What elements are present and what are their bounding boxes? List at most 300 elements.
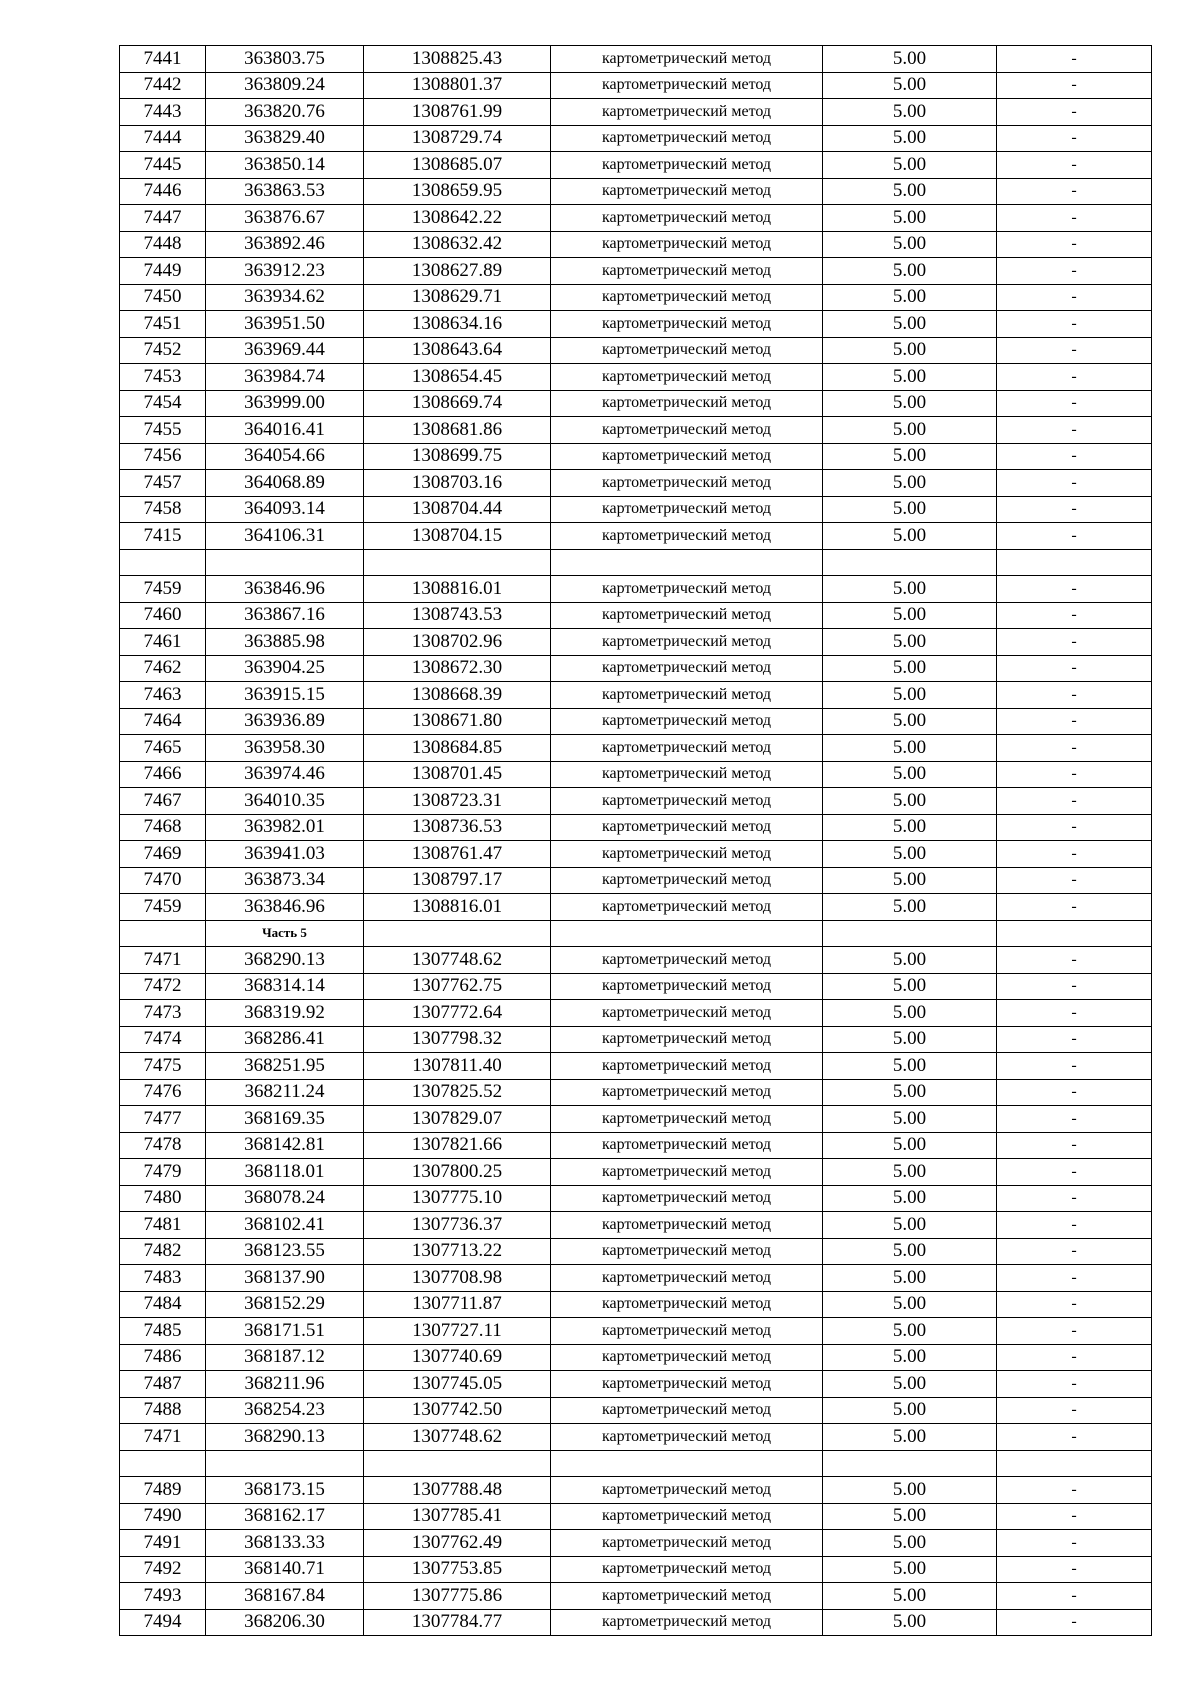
table-row: [120, 390, 1152, 417]
accuracy-cell: 5.00: [823, 1212, 997, 1239]
table-row: [120, 602, 1152, 629]
x-coordinate-cell: 364010.35: [206, 788, 364, 815]
accuracy-cell: 5.00: [823, 735, 997, 762]
accuracy-cell: 5.00: [823, 1238, 997, 1265]
note-cell: -: [997, 46, 1152, 73]
method-cell: картометрический метод: [551, 867, 823, 894]
separator-cell: [206, 549, 364, 576]
method-cell: картометрический метод: [551, 1397, 823, 1424]
method-cell: картометрический метод: [551, 682, 823, 709]
y-coordinate-cell: 1307821.66: [364, 1132, 551, 1159]
y-coordinate-cell: 1308685.07: [364, 152, 551, 179]
table-row: [120, 1291, 1152, 1318]
point-number-cell: 7486: [120, 1344, 206, 1371]
point-number-cell: 7460: [120, 602, 206, 629]
table-row: [120, 1185, 1152, 1212]
method-cell: картометрический метод: [551, 761, 823, 788]
note-cell: -: [997, 1053, 1152, 1080]
table-row: [120, 576, 1152, 603]
x-coordinate-cell: 363974.46: [206, 761, 364, 788]
accuracy-cell: 5.00: [823, 947, 997, 974]
point-number-cell: 7458: [120, 496, 206, 523]
table-row: [120, 284, 1152, 311]
coordinates-table-body: [120, 46, 1152, 1636]
method-cell: картометрический метод: [551, 1238, 823, 1265]
y-coordinate-cell: 1307775.86: [364, 1583, 551, 1610]
y-coordinate-cell: 1307772.64: [364, 1000, 551, 1027]
method-cell: картометрический метод: [551, 72, 823, 99]
table-row: [120, 708, 1152, 735]
table-row: [120, 1503, 1152, 1530]
y-coordinate-cell: 1308703.16: [364, 470, 551, 497]
y-coordinate-cell: 1307711.87: [364, 1291, 551, 1318]
point-number-cell: 7476: [120, 1079, 206, 1106]
coordinates-sheet: [119, 45, 1151, 1636]
x-coordinate-cell: 368169.35: [206, 1106, 364, 1133]
x-coordinate-cell: 368290.13: [206, 947, 364, 974]
point-number-cell: 7492: [120, 1556, 206, 1583]
y-coordinate-cell: 1308743.53: [364, 602, 551, 629]
accuracy-cell: 5.00: [823, 629, 997, 656]
table-row: [120, 1238, 1152, 1265]
method-cell: картометрический метод: [551, 1609, 823, 1636]
accuracy-cell: 5.00: [823, 1477, 997, 1504]
x-coordinate-cell: 368162.17: [206, 1503, 364, 1530]
x-coordinate-cell: 363809.24: [206, 72, 364, 99]
table-row: [120, 841, 1152, 868]
method-cell: картометрический метод: [551, 814, 823, 841]
method-cell: картометрический метод: [551, 125, 823, 152]
method-cell: картометрический метод: [551, 735, 823, 762]
x-coordinate-cell: 363958.30: [206, 735, 364, 762]
method-cell: картометрический метод: [551, 1132, 823, 1159]
y-coordinate-cell: 1308699.75: [364, 443, 551, 470]
y-coordinate-cell: 1307727.11: [364, 1318, 551, 1345]
point-number-cell: 7459: [120, 576, 206, 603]
accuracy-cell: 5.00: [823, 258, 997, 285]
point-number-cell: 7493: [120, 1583, 206, 1610]
x-coordinate-cell: 363915.15: [206, 682, 364, 709]
separator-cell: [823, 920, 997, 947]
table-row: [120, 1424, 1152, 1451]
point-number-cell: 7483: [120, 1265, 206, 1292]
table-row: [120, 258, 1152, 285]
table-row: [120, 417, 1152, 444]
table-row: [120, 364, 1152, 391]
x-coordinate-cell: 368314.14: [206, 973, 364, 1000]
table-row: [120, 72, 1152, 99]
point-number-cell: 7452: [120, 337, 206, 364]
method-cell: картометрический метод: [551, 205, 823, 232]
x-coordinate-cell: 363846.96: [206, 894, 364, 921]
y-coordinate-cell: 1308659.95: [364, 178, 551, 205]
note-cell: -: [997, 1424, 1152, 1451]
accuracy-cell: 5.00: [823, 814, 997, 841]
method-cell: картометрический метод: [551, 1318, 823, 1345]
point-number-cell: 7457: [120, 470, 206, 497]
accuracy-cell: 5.00: [823, 1053, 997, 1080]
method-cell: картометрический метод: [551, 1344, 823, 1371]
point-number-cell: 7472: [120, 973, 206, 1000]
x-coordinate-cell: 368319.92: [206, 1000, 364, 1027]
accuracy-cell: 5.00: [823, 496, 997, 523]
table-row: [120, 231, 1152, 258]
point-number-cell: 7478: [120, 1132, 206, 1159]
y-coordinate-cell: 1308632.42: [364, 231, 551, 258]
note-cell: -: [997, 1477, 1152, 1504]
x-coordinate-cell: 363951.50: [206, 311, 364, 338]
y-coordinate-cell: 1307788.48: [364, 1477, 551, 1504]
x-coordinate-cell: 364054.66: [206, 443, 364, 470]
separator-cell: [364, 920, 551, 947]
table-row: [120, 1132, 1152, 1159]
table-row: [120, 814, 1152, 841]
method-cell: картометрический метод: [551, 1212, 823, 1239]
note-cell: -: [997, 867, 1152, 894]
y-coordinate-cell: 1308797.17: [364, 867, 551, 894]
x-coordinate-cell: 364106.31: [206, 523, 364, 550]
point-number-cell: 7481: [120, 1212, 206, 1239]
table-row: [120, 1000, 1152, 1027]
point-number-cell: 7454: [120, 390, 206, 417]
accuracy-cell: 5.00: [823, 655, 997, 682]
x-coordinate-cell: 368140.71: [206, 1556, 364, 1583]
method-cell: картометрический метод: [551, 947, 823, 974]
note-cell: -: [997, 178, 1152, 205]
method-cell: картометрический метод: [551, 1291, 823, 1318]
accuracy-cell: 5.00: [823, 761, 997, 788]
y-coordinate-cell: 1307740.69: [364, 1344, 551, 1371]
method-cell: картометрический метод: [551, 99, 823, 126]
table-row: [120, 205, 1152, 232]
y-coordinate-cell: 1308729.74: [364, 125, 551, 152]
y-coordinate-cell: 1308671.80: [364, 708, 551, 735]
accuracy-cell: 5.00: [823, 1000, 997, 1027]
point-number-cell: 7453: [120, 364, 206, 391]
accuracy-cell: 5.00: [823, 576, 997, 603]
method-cell: картометрический метод: [551, 311, 823, 338]
point-number-cell: 7449: [120, 258, 206, 285]
method-cell: картометрический метод: [551, 523, 823, 550]
note-cell: -: [997, 1185, 1152, 1212]
y-coordinate-cell: 1307800.25: [364, 1159, 551, 1186]
note-cell: -: [997, 973, 1152, 1000]
note-cell: -: [997, 152, 1152, 179]
x-coordinate-cell: 363803.75: [206, 46, 364, 73]
x-coordinate-cell: 363873.34: [206, 867, 364, 894]
note-cell: -: [997, 1371, 1152, 1398]
point-number-cell: 7464: [120, 708, 206, 735]
note-cell: -: [997, 1503, 1152, 1530]
y-coordinate-cell: 1308801.37: [364, 72, 551, 99]
x-coordinate-cell: 368173.15: [206, 1477, 364, 1504]
method-cell: картометрический метод: [551, 152, 823, 179]
note-cell: -: [997, 205, 1152, 232]
point-number-cell: 7459: [120, 894, 206, 921]
x-coordinate-cell: 368133.33: [206, 1530, 364, 1557]
point-number-cell: 7494: [120, 1609, 206, 1636]
table-row: [120, 1318, 1152, 1345]
x-coordinate-cell: 368102.41: [206, 1212, 364, 1239]
note-cell: -: [997, 337, 1152, 364]
x-coordinate-cell: 363936.89: [206, 708, 364, 735]
y-coordinate-cell: 1307762.49: [364, 1530, 551, 1557]
y-coordinate-cell: 1308627.89: [364, 258, 551, 285]
note-cell: -: [997, 523, 1152, 550]
accuracy-cell: 5.00: [823, 788, 997, 815]
note-cell: -: [997, 894, 1152, 921]
point-number-cell: 7450: [120, 284, 206, 311]
y-coordinate-cell: 1308642.22: [364, 205, 551, 232]
method-cell: картометрический метод: [551, 470, 823, 497]
note-cell: -: [997, 602, 1152, 629]
note-cell: -: [997, 1530, 1152, 1557]
accuracy-cell: 5.00: [823, 1397, 997, 1424]
y-coordinate-cell: 1307811.40: [364, 1053, 551, 1080]
method-cell: картометрический метод: [551, 894, 823, 921]
note-cell: -: [997, 443, 1152, 470]
x-coordinate-cell: 363912.23: [206, 258, 364, 285]
accuracy-cell: 5.00: [823, 1344, 997, 1371]
table-row: [120, 894, 1152, 921]
note-cell: -: [997, 1026, 1152, 1053]
point-number-cell: 7479: [120, 1159, 206, 1186]
y-coordinate-cell: 1308654.45: [364, 364, 551, 391]
method-cell: картометрический метод: [551, 496, 823, 523]
x-coordinate-cell: 363984.74: [206, 364, 364, 391]
method-cell: картометрический метод: [551, 576, 823, 603]
note-cell: -: [997, 947, 1152, 974]
accuracy-cell: 5.00: [823, 311, 997, 338]
table-row: [120, 311, 1152, 338]
separator-cell: [120, 1450, 206, 1477]
accuracy-cell: 5.00: [823, 1291, 997, 1318]
separator-cell: [120, 549, 206, 576]
x-coordinate-cell: 368211.96: [206, 1371, 364, 1398]
point-number-cell: 7471: [120, 1424, 206, 1451]
point-number-cell: 7442: [120, 72, 206, 99]
method-cell: картометрический метод: [551, 708, 823, 735]
table-row: [120, 1265, 1152, 1292]
table-row: [120, 496, 1152, 523]
x-coordinate-cell: 363867.16: [206, 602, 364, 629]
note-cell: -: [997, 470, 1152, 497]
table-row: [120, 178, 1152, 205]
point-number-cell: 7487: [120, 1371, 206, 1398]
note-cell: -: [997, 1132, 1152, 1159]
method-cell: картометрический метод: [551, 841, 823, 868]
y-coordinate-cell: 1308704.44: [364, 496, 551, 523]
table-row: [120, 1477, 1152, 1504]
point-number-cell: 7485: [120, 1318, 206, 1345]
table-row: [120, 947, 1152, 974]
point-number-cell: 7456: [120, 443, 206, 470]
y-coordinate-cell: 1308702.96: [364, 629, 551, 656]
accuracy-cell: 5.00: [823, 284, 997, 311]
x-coordinate-cell: 368123.55: [206, 1238, 364, 1265]
point-number-cell: 7484: [120, 1291, 206, 1318]
y-coordinate-cell: 1308723.31: [364, 788, 551, 815]
note-cell: -: [997, 1291, 1152, 1318]
table-row: [120, 1344, 1152, 1371]
y-coordinate-cell: 1308825.43: [364, 46, 551, 73]
point-number-cell: 7480: [120, 1185, 206, 1212]
accuracy-cell: 5.00: [823, 390, 997, 417]
note-cell: -: [997, 841, 1152, 868]
method-cell: картометрический метод: [551, 1053, 823, 1080]
table-row: [120, 655, 1152, 682]
x-coordinate-cell: 368171.51: [206, 1318, 364, 1345]
y-coordinate-cell: 1308634.16: [364, 311, 551, 338]
point-number-cell: 7489: [120, 1477, 206, 1504]
note-cell: -: [997, 1238, 1152, 1265]
point-number-cell: 7455: [120, 417, 206, 444]
note-cell: -: [997, 1000, 1152, 1027]
separator-cell: [551, 1450, 823, 1477]
method-cell: картометрический метод: [551, 655, 823, 682]
accuracy-cell: 5.00: [823, 708, 997, 735]
method-cell: картометрический метод: [551, 629, 823, 656]
note-cell: -: [997, 99, 1152, 126]
y-coordinate-cell: 1307775.10: [364, 1185, 551, 1212]
point-number-cell: 7461: [120, 629, 206, 656]
point-number-cell: 7445: [120, 152, 206, 179]
x-coordinate-cell: 363885.98: [206, 629, 364, 656]
note-cell: -: [997, 72, 1152, 99]
x-coordinate-cell: 364016.41: [206, 417, 364, 444]
note-cell: -: [997, 1609, 1152, 1636]
method-cell: картометрический метод: [551, 284, 823, 311]
table-row: [120, 152, 1152, 179]
accuracy-cell: 5.00: [823, 1265, 997, 1292]
note-cell: -: [997, 496, 1152, 523]
y-coordinate-cell: 1308629.71: [364, 284, 551, 311]
point-number-cell: 7441: [120, 46, 206, 73]
table-row: [120, 1079, 1152, 1106]
y-coordinate-cell: 1308761.99: [364, 99, 551, 126]
table-row: [120, 443, 1152, 470]
x-coordinate-cell: 363876.67: [206, 205, 364, 232]
x-coordinate-cell: 363904.25: [206, 655, 364, 682]
x-coordinate-cell: 368286.41: [206, 1026, 364, 1053]
point-number-cell: 7477: [120, 1106, 206, 1133]
table-row: [120, 125, 1152, 152]
y-coordinate-cell: 1308704.15: [364, 523, 551, 550]
method-cell: картометрический метод: [551, 602, 823, 629]
y-coordinate-cell: 1307762.75: [364, 973, 551, 1000]
point-number-cell: 7470: [120, 867, 206, 894]
method-cell: картометрический метод: [551, 1503, 823, 1530]
method-cell: картометрический метод: [551, 973, 823, 1000]
method-cell: картометрический метод: [551, 1424, 823, 1451]
note-cell: -: [997, 1556, 1152, 1583]
accuracy-cell: 5.00: [823, 46, 997, 73]
x-coordinate-cell: 364093.14: [206, 496, 364, 523]
separator-cell: [997, 1450, 1152, 1477]
separator-cell: [823, 549, 997, 576]
point-number-cell: 7443: [120, 99, 206, 126]
table-row: [120, 46, 1152, 73]
accuracy-cell: 5.00: [823, 523, 997, 550]
separator-row: [120, 920, 1152, 947]
point-number-cell: 7469: [120, 841, 206, 868]
method-cell: картометрический метод: [551, 1477, 823, 1504]
point-number-cell: 7467: [120, 788, 206, 815]
point-number-cell: 7447: [120, 205, 206, 232]
method-cell: картометрический метод: [551, 1556, 823, 1583]
x-coordinate-cell: 368211.24: [206, 1079, 364, 1106]
coordinates-table: [119, 45, 1152, 1636]
y-coordinate-cell: 1307798.32: [364, 1026, 551, 1053]
y-coordinate-cell: 1307708.98: [364, 1265, 551, 1292]
separator-cell: [551, 549, 823, 576]
point-number-cell: 7446: [120, 178, 206, 205]
accuracy-cell: 5.00: [823, 1609, 997, 1636]
x-coordinate-cell: 368078.24: [206, 1185, 364, 1212]
note-cell: -: [997, 231, 1152, 258]
x-coordinate-cell: 363941.03: [206, 841, 364, 868]
note-cell: -: [997, 1212, 1152, 1239]
table-row: [120, 1212, 1152, 1239]
accuracy-cell: 5.00: [823, 682, 997, 709]
note-cell: -: [997, 364, 1152, 391]
y-coordinate-cell: 1308816.01: [364, 576, 551, 603]
y-coordinate-cell: 1308669.74: [364, 390, 551, 417]
method-cell: картометрический метод: [551, 1265, 823, 1292]
note-cell: -: [997, 1583, 1152, 1610]
note-cell: -: [997, 1106, 1152, 1133]
method-cell: картометрический метод: [551, 1530, 823, 1557]
accuracy-cell: 5.00: [823, 470, 997, 497]
note-cell: -: [997, 735, 1152, 762]
table-row: [120, 1159, 1152, 1186]
accuracy-cell: 5.00: [823, 178, 997, 205]
note-cell: -: [997, 1265, 1152, 1292]
x-coordinate-cell: 363999.00: [206, 390, 364, 417]
x-coordinate-cell: 368142.81: [206, 1132, 364, 1159]
accuracy-cell: 5.00: [823, 1371, 997, 1398]
x-coordinate-cell: 368118.01: [206, 1159, 364, 1186]
table-row: [120, 1053, 1152, 1080]
y-coordinate-cell: 1308761.47: [364, 841, 551, 868]
accuracy-cell: 5.00: [823, 1106, 997, 1133]
method-cell: картометрический метод: [551, 258, 823, 285]
y-coordinate-cell: 1308643.64: [364, 337, 551, 364]
table-row: [120, 867, 1152, 894]
note-cell: -: [997, 814, 1152, 841]
x-coordinate-cell: 363969.44: [206, 337, 364, 364]
note-cell: -: [997, 1159, 1152, 1186]
table-row: [120, 761, 1152, 788]
accuracy-cell: 5.00: [823, 1026, 997, 1053]
separator-row: [120, 1450, 1152, 1477]
note-cell: -: [997, 1397, 1152, 1424]
accuracy-cell: 5.00: [823, 1530, 997, 1557]
note-cell: -: [997, 576, 1152, 603]
x-coordinate-cell: 363863.53: [206, 178, 364, 205]
accuracy-cell: 5.00: [823, 973, 997, 1000]
point-number-cell: 7466: [120, 761, 206, 788]
method-cell: картометрический метод: [551, 1106, 823, 1133]
table-row: [120, 523, 1152, 550]
part-label: Часть 5: [206, 920, 364, 947]
table-row: [120, 1530, 1152, 1557]
y-coordinate-cell: 1307784.77: [364, 1609, 551, 1636]
accuracy-cell: 5.00: [823, 1583, 997, 1610]
table-row: [120, 1026, 1152, 1053]
separator-cell: [997, 549, 1152, 576]
point-number-cell: 7444: [120, 125, 206, 152]
